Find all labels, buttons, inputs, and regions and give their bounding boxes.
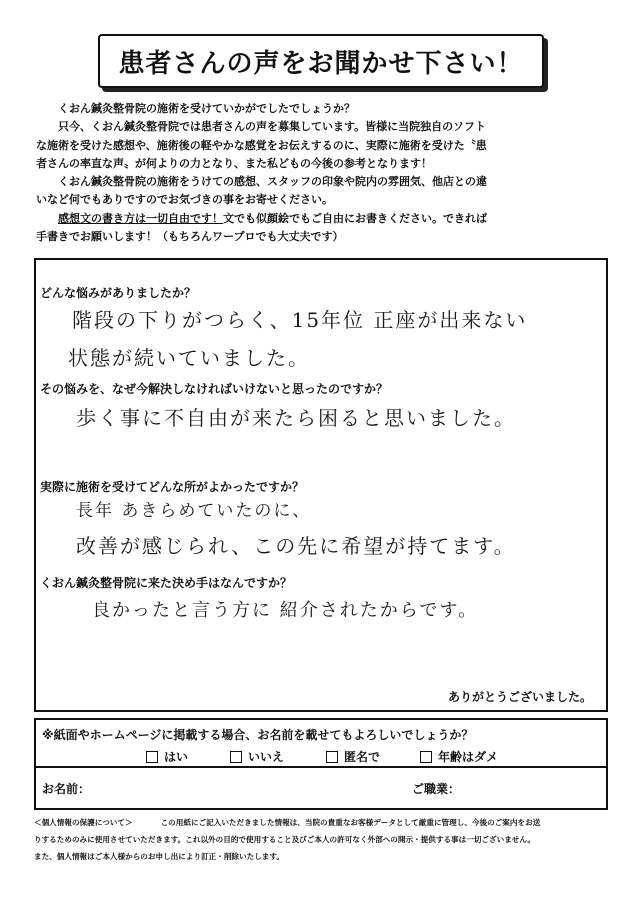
intro-line: な施術を受けた感想や、施術後の軽やかな感覚をお伝えするのに、実際に施術を受けた〝患 (36, 138, 487, 152)
question-4-label: くおん鍼灸整骨院に来た決め手はなんですか？ (40, 576, 293, 590)
job-field-label: ご職業： (412, 782, 461, 796)
consent-option-no-age[interactable] (420, 748, 498, 765)
privacy-heading: ＜個人情報の保護について＞ (34, 818, 133, 827)
intro-line: 只今、くおん鍼灸整骨院では患者さんの声を募集しています。皆様に当院独自のソフト (58, 120, 486, 134)
answer-1-line-1: 階段の下りがつらく、15年位 正座が出来ない (72, 308, 528, 332)
checkbox-icon[interactable] (230, 751, 242, 763)
checkbox-icon[interactable] (420, 751, 432, 763)
intro-line: いなど何でもありですのでお気づきの事をお寄せください。 (36, 193, 333, 207)
answer-2-line-1: 歩く事に不自由が来たら困ると思いました。 (76, 406, 516, 430)
answer-4-line-1: 良かったと言う方に 紹介されたからです。 (92, 600, 479, 621)
consent-option-anonymous[interactable] (326, 748, 380, 765)
intro-text (36, 100, 610, 246)
intro-note-underlined: 感想文の書き方は一切自由です！ (58, 211, 223, 225)
consent-option-label: いいえ (248, 750, 285, 764)
intro-note (36, 210, 610, 228)
page-title: 患者さんの声をお聞かせ下さい！ (98, 34, 544, 88)
privacy-line-3: また、個人情報はご本人様からのお申し出により訂正・削除いたします。 (34, 852, 284, 861)
intro-note-rest: 文でも似顔絵でもご自由にお書きください。できれば (223, 211, 487, 225)
privacy-line-2: りするためのみに使用させていただきます。これ以外の目的で使用すること及びご本人の許可なく外部への開示・提供する事は一切ございません。 (34, 835, 536, 844)
answer-3-line-1: 長年 あきらめていたのに、 (76, 501, 312, 521)
intro-note-line2: 手書きでお願いします！（もちろんワープロでも大丈夫です） (36, 230, 344, 244)
name-job-section (34, 766, 608, 810)
checkbox-icon[interactable] (326, 751, 338, 763)
checkbox-icon[interactable] (146, 751, 158, 763)
intro-line: くおん鍼灸整骨院の施術を受けていかがでしたでしょうか？ (58, 102, 355, 115)
name-field-label: お名前： (42, 782, 91, 796)
privacy-notice (34, 814, 610, 865)
consent-option-label: はい (164, 750, 189, 764)
consent-question: ※紙面やホームページに掲載する場合、お名前を載せてもよろしいでしょうか？ (42, 728, 474, 742)
privacy-line-1 (34, 814, 610, 831)
consent-option-no[interactable] (230, 748, 284, 765)
privacy-text-1: この用紙にご記入いただきました情報は、当院の貴重なお客様データとして厳重に管理し、今後のご案内をお送 (160, 818, 541, 827)
answer-3-line-2: 改善が感じられ、この先に希望が持てます。 (76, 534, 516, 558)
consent-option-label: 匿名で (344, 750, 381, 764)
thanks-text: ありがとうございました。 (448, 690, 593, 704)
intro-line: 者さんの率直な声〟が何よりの力となり、また私どもの今後の参考となります！ (36, 156, 432, 170)
answer-1-line-2: 状態が続いていました。 (68, 346, 310, 370)
question-2-label: その悩みを、なぜ今解決しなければいけないと思ったのですか？ (40, 382, 389, 396)
question-1-label: どんな悩みがありましたか？ (40, 286, 197, 300)
consent-option-label: 年齢はダメ (438, 750, 499, 764)
consent-option-yes[interactable] (146, 748, 188, 765)
intro-line: くおん鍼灸整骨院の施術をうけての感想、スタッフの印象や院内の雰囲気、他店との違 (58, 175, 487, 189)
question-3-label: 実際に施術を受けてどんな所がよかったですか？ (40, 480, 305, 494)
consent-section (34, 718, 608, 768)
